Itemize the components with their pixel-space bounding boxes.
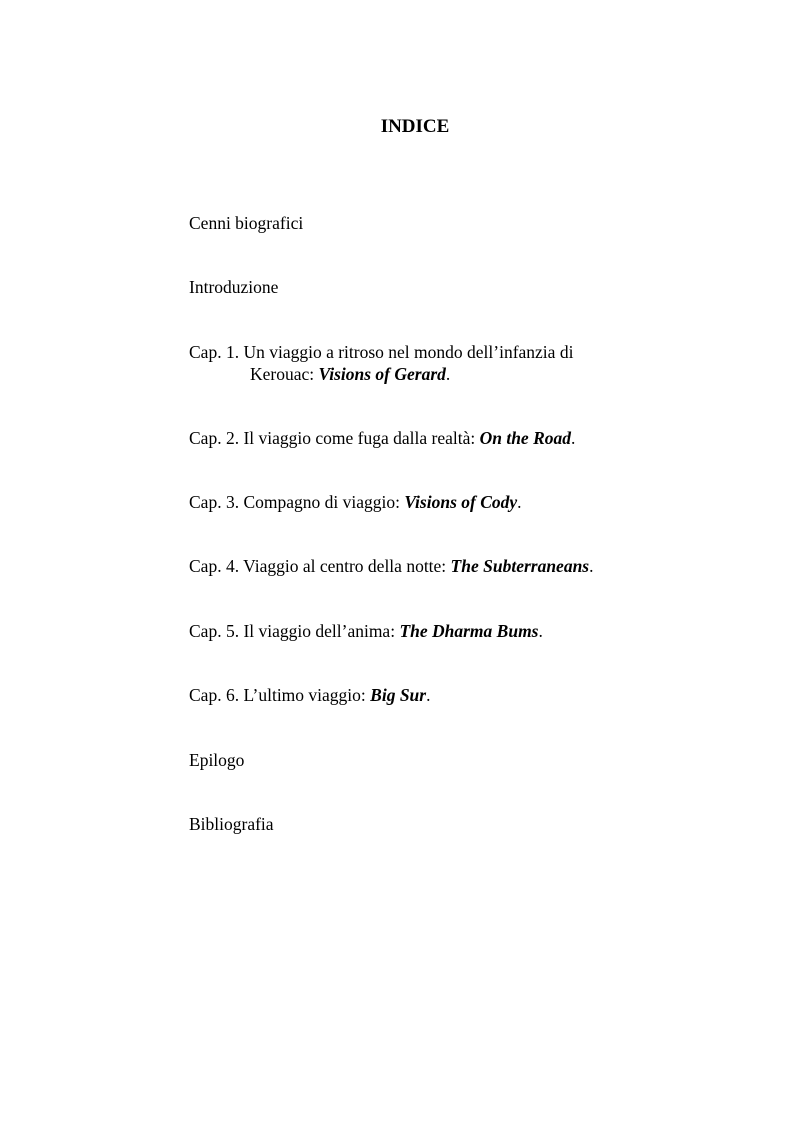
toc-entry-prefix: Cap. 3. Compagno di viaggio: [189, 492, 405, 512]
toc-entry-suffix: . [538, 621, 543, 641]
toc-entry-work-title: On the Road [479, 428, 571, 448]
toc-entry-work-title: Visions of Gerard [318, 364, 446, 384]
toc-entry-work-title: The Subterraneans [450, 556, 590, 576]
toc-entry-prefix: Cap. 4. Viaggio al centro della notte: [189, 556, 451, 576]
toc-entry-suffix: . [445, 364, 451, 384]
toc-entry-cap-4 [189, 555, 594, 577]
toc-entry-work-title: Visions of Cody [404, 492, 518, 512]
toc-entry-cap-3 [189, 491, 522, 513]
toc-entry-introduzione [189, 276, 278, 298]
toc-entry-suffix: . [589, 556, 594, 576]
toc-entry-work-title: The Dharma Bums [399, 621, 539, 641]
toc-entry-cap-5 [189, 620, 543, 642]
toc-entry-prefix: Cap. 2. Il viaggio come fuga dalla realtà: [189, 428, 480, 448]
toc-entry-epilogo [189, 749, 244, 771]
toc-entry-cap-6 [189, 684, 430, 706]
page-title: INDICE [380, 116, 450, 137]
toc-entry-cont-text: Kerouac: [250, 364, 319, 384]
toc-entry-suffix: . [517, 492, 522, 512]
toc-entry-text: Epilogo [189, 750, 245, 770]
toc-entry-prefix: Cap. 1. Un viaggio a ritroso nel mondo dell’infanzia di [189, 342, 574, 362]
toc-entry-cap-2 [189, 427, 575, 449]
toc-entry-text: Cenni biografici [189, 213, 304, 233]
toc-entry-suffix: . [571, 428, 576, 448]
toc-entry-prefix: Cap. 5. Il viaggio dell’anima: [189, 621, 400, 641]
toc-entry-cap-1 [189, 341, 573, 385]
toc-entry-prefix: Cap. 6. L’ultimo viaggio: [189, 685, 371, 705]
toc-entry-text: Introduzione [189, 277, 279, 297]
toc-entry-work-title: Big Sur [370, 685, 427, 705]
toc-entry-text: Bibliografia [189, 814, 274, 834]
toc-entry-cenni-biografici [189, 212, 303, 234]
toc-entry-bibliografia [189, 813, 274, 835]
toc-entry-continuation [189, 363, 573, 385]
toc-entry-suffix: . [426, 685, 431, 705]
